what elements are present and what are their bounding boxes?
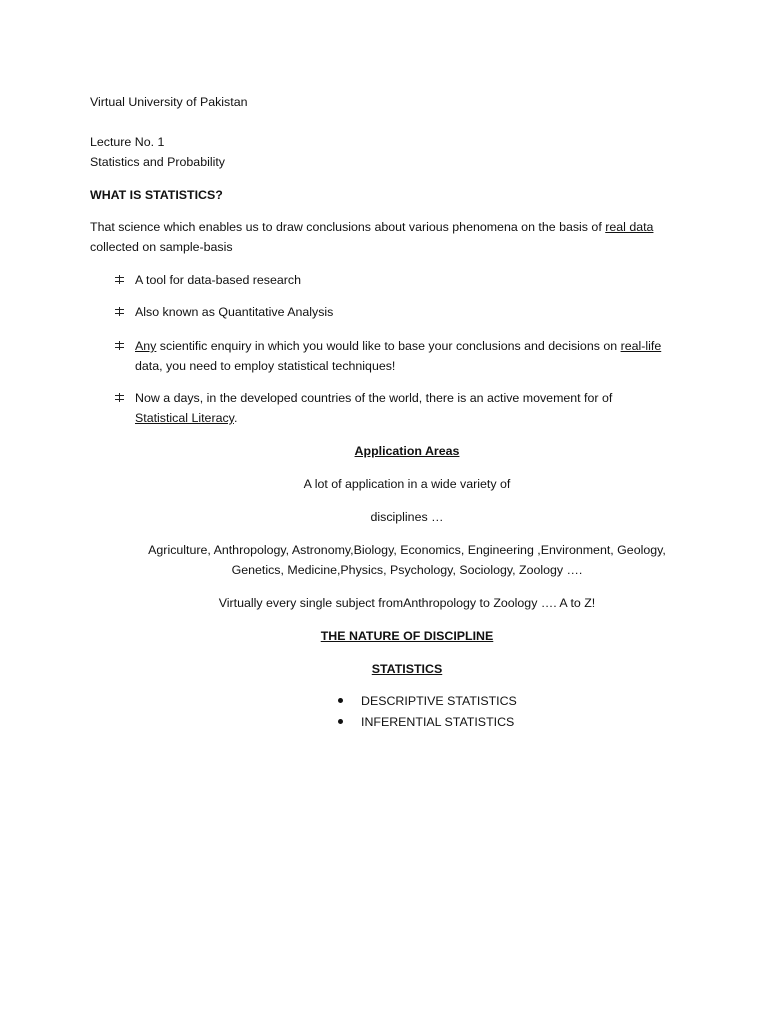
statistical-literacy-underlined: Statistical Literacy [135,411,234,425]
applications-line-2: disciplines … [370,510,444,524]
bullet-text [135,336,695,376]
applications-summary: Virtually every single subject fromAnthropology to Zoology …. A to Z! [218,596,596,610]
application-areas-heading: Application Areas [354,444,460,458]
applications-line-1: A lot of application in a wide variety of [303,477,511,491]
bullet-icon [113,336,127,356]
bullet-text: Also known as Quantitative Analysis [135,305,334,319]
lecture-number: Lecture No. 1 [90,135,165,149]
bullet-text: A tool for data-based research [135,273,301,287]
course-title: Statistics and Probability [90,155,225,169]
section-heading-what-is-statistics: WHAT IS STATISTICS? [90,188,223,202]
definition-text: That science which enables us to draw conclusions about various phenomena on the basis of [90,220,606,234]
bullet-dot-icon [338,719,343,724]
any-underlined: Any [135,339,157,353]
statistics-heading: STATISTICS [371,662,443,676]
definition-line-2: collected on sample-basis [90,240,233,254]
disciplines-list-line-2: Genetics, Medicine,Physics, Psychology, Sociology, Zoology …. [231,563,583,577]
definition-line-1 [90,217,680,237]
nature-heading: THE NATURE OF DISCIPLINE [320,629,494,643]
real-life-underlined: real-life [620,339,662,353]
bullet-text-middle: scientific enquiry in which you would like to base your conclusions and decisions on [156,339,621,353]
institution-name: Virtual University of Pakistan [90,95,248,109]
list-item-label: INFERENTIAL STATISTICS [361,715,515,729]
bullet-dot-icon [338,698,343,703]
bullet-text-line1: Now a days, in the developed countries of the world, there is an active movement for of [135,391,613,405]
bullet-icon [113,388,127,408]
bullet-text [135,388,695,428]
bullet-text-line2: data, you need to employ statistical techniques! [135,359,396,373]
real-data-link: real data [605,220,654,234]
list-item-label: DESCRIPTIVE STATISTICS [361,694,517,708]
bullet-icon [113,270,127,290]
bullet-text-end: . [233,411,238,425]
disciplines-list-line-1: Agriculture, Anthropology, Astronomy,Biology, Economics, Engineering ,Environment, Geology, [148,543,666,557]
bullet-icon [113,302,127,322]
